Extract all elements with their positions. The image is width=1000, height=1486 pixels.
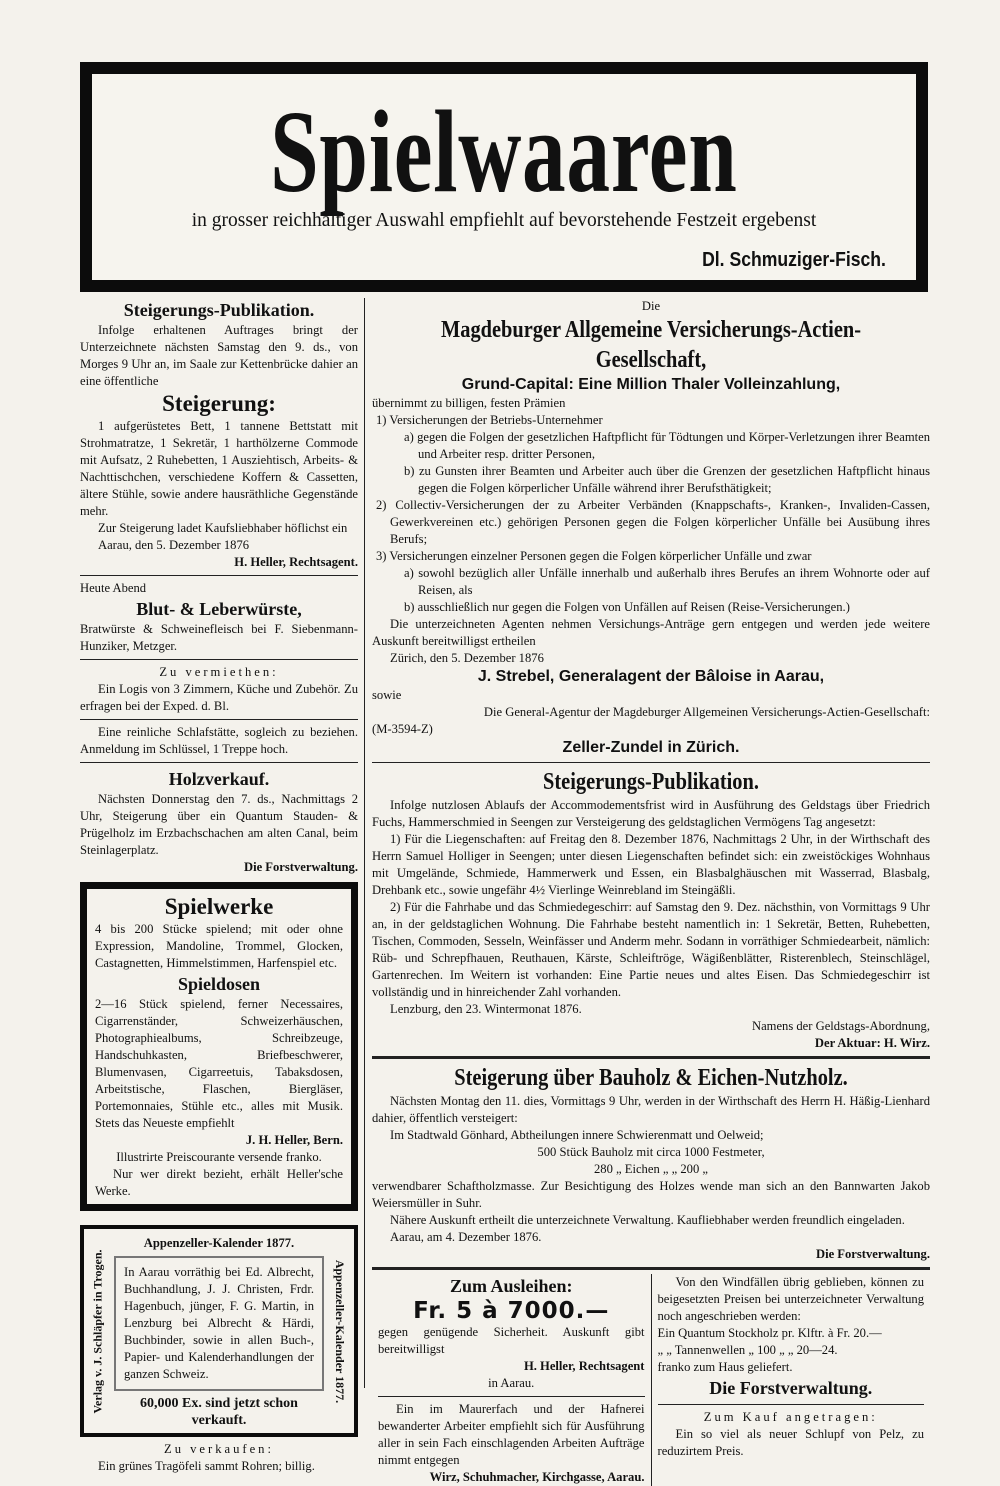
spielwaaren-banner-ad <box>80 62 928 292</box>
text-line: Von den Windfällen übrig geblieben, können zu beigesetzten Preisen bei unterzeichneter Verwaltung noch angeschrieben werden: <box>657 1275 924 1323</box>
divider <box>372 1267 930 1270</box>
text-line: H. Heller, Rechtsagent. <box>234 555 358 569</box>
text-line: J. Strebel, Generalagent der Bâloise in Aarau, <box>477 668 825 685</box>
banner-signature: Dl. Schmuziger-Fisch. <box>702 249 886 271</box>
text-line: franko zum Haus geliefert. <box>657 1360 793 1374</box>
text-line: „ „ Tannenwellen „ 100 „ „ 20—24. <box>657 1343 838 1357</box>
bottom-subcolumns <box>372 1274 930 1486</box>
text-line: Ein so viel als neuer Schlupf von Pelz, zu reduzirtem Preis. <box>657 1427 924 1458</box>
text-line: Die unterzeichneten Agenten nehmen Versichungs-Anträge gern entgegen und werden jede weitere Auskunft bereitwilligst ertheilen <box>372 617 930 648</box>
text-line: Zu verkaufen: <box>164 1442 274 1456</box>
text-line: Zum Kauf angetragen: <box>703 1410 878 1424</box>
ad-wurst <box>80 580 358 655</box>
text-line: 3) Versicherungen einzelner Personen gegen die Folgen körperlicher Unfälle und zwar <box>376 549 812 563</box>
heading-line: Zum Ausleihen: <box>449 1276 573 1296</box>
text-line: verwendbarer Schaftholzmasse. Zur Besichtigung des Holzes wende man sich an den Bannwarten Jakob Weiersmüller in Suhr. <box>372 1179 930 1210</box>
text-line: Bratwürste & Schweinefleisch bei F. Siebenmann-Hunziker, Metzger. <box>80 622 358 653</box>
heading-line: Spieldosen <box>177 974 261 994</box>
text-line: J. H. Heller, Bern. <box>245 1133 343 1147</box>
text-line: Die <box>641 299 661 313</box>
kalender-header: Appenzeller-Kalender 1877. <box>143 1236 295 1250</box>
text-line: Aarau, den 5. Dezember 1876 <box>98 538 250 552</box>
ad-schlupf <box>658 1409 925 1460</box>
text-line: Illustrirte Preiscourante versende franko. <box>116 1150 322 1164</box>
ad-steigerung-publikation <box>80 298 358 571</box>
text-line: in Aarau. <box>488 1376 535 1390</box>
kalender-side-right: Appenzeller-Kalender 1877. <box>333 1259 348 1403</box>
text-line: b) zu Gunsten ihrer Beamten und Arbeiter auch über die Grenzen der gesetzlichen Haftpflicht hinaus gegen die Folgen körperlicher Unfälle während ihrer Berufsthätigkeit; <box>404 464 930 495</box>
heading-line: Steigerungs-Publikation. <box>123 300 315 320</box>
text-line: Nächsten Montag den 11. dies, Vormittags 9 Uhr, werden in der Wirthschaft des Herrn H. Häßig-Lienhard dahier, öffentlich versteigert: <box>372 1094 930 1125</box>
text-line: (M-3594-Z) <box>372 722 433 736</box>
text-line: 2—16 Stück spielend, ferner Necessaires, Cigarrenständer, Schweizerhäuschen, Photographiealbums, Schreibzeuge, Handschuhkasten, Briefbeschwerer, Blumenvasen, Cigarreetuis, Tabaksdosen, Arbeitstische, Flaschen, Biergläser, Portemonnaies, Stühle etc., alles mit Musik. Stets das Neueste empfiehlt <box>95 997 343 1130</box>
heading-line: Steigerungs-Publikation. <box>543 769 759 795</box>
ad-bauholz <box>372 1063 930 1263</box>
text-line: Zeller-Zundel in Zürich. <box>562 739 740 756</box>
ad-ausleihen <box>378 1274 645 1392</box>
text-line: Aarau, am 4. Dezember 1876. <box>390 1230 542 1244</box>
text-line: a) gegen die Folgen der gesetzlichen Haftpflicht für Tödtungen und Körper-Verletzungen ihrer Beamten und Arbeiter resp. dritter Personen, <box>404 430 930 461</box>
divider <box>378 1396 645 1397</box>
text-line: 2) Für die Fahrhabe und das Schmiedegeschirr: auf Samstag den 9. Dez. nächsthin, von Vormittags 9 Uhr an, in der geldstaglichen Wohnung. Die Fahrhabe besteht namentlich in: 1 Sekretär, Betten, Ruhebetten, Tischen, Commoden, Sesseln, Weinfässer und Anderm mehr. Sodann in vorräthiger Schmiedearbeit, nämlich: Rüb- und Schrepfhauen, Reuthauen, Kärste, Schleiftröge, Wägißenblätter, Risterenblech, Steinschlägel, Gartenrechen. Im Weitern ist vorhanden: Eine Partie neues und altes Eisen. Das Schmiedegeschirr ist vollständig und in hinreichender Zahl vorhanden. <box>372 900 930 999</box>
ad-spielwerke <box>80 882 358 1211</box>
text-line: übernimmt zu billigen, festen Prämien <box>372 396 566 410</box>
ad-zu-verkaufen <box>80 1441 358 1475</box>
divider <box>80 719 358 720</box>
divider <box>372 1056 930 1059</box>
kalender-side-left: Verlag v. J. Schläpfer in Trogen. <box>90 1248 105 1414</box>
divider <box>372 762 930 763</box>
column-divider <box>364 298 365 1388</box>
text-line: Zu vermiethen: <box>159 665 279 679</box>
heading-line: Spielwerke <box>164 894 274 919</box>
text-line: Fr. 5 à 7000.— <box>413 1298 610 1324</box>
text-line: Nähere Auskunft ertheilt die unterzeichnete Verwaltung. Kaufliebhaber werden freundlich eingeladen. <box>390 1213 905 1227</box>
ad-logis <box>80 664 358 715</box>
text-line: Lenzburg, den 23. Wintermonat 1876. <box>390 1002 582 1016</box>
ad-steigerung-fuchs <box>372 767 930 1052</box>
text-line: sowie <box>372 688 402 702</box>
text-line: a) sowohl bezüglich aller Unfälle innerhalb und außerhalb ihres Berufes an ihrem Wohnorte oder auf Reisen, als <box>404 566 930 597</box>
text-line: 500 Stück Bauholz mit circa 1000 Festmeter, <box>537 1145 765 1159</box>
ad-appenzeller-kalender <box>80 1225 358 1437</box>
text-line: 2) Collectiv-Versicherungen der zu Arbeiter Verbänden (Knappschafts-, Kranken-, Invaliden-Cassen, Gewerkvereinen etc.) gehörigen Personen gegen die Folgen körperlicher Unfälle bei Ausübung ihres Berufs; <box>376 498 930 546</box>
heading-line: Die Forstverwaltung. <box>709 1378 873 1398</box>
text-line: Grund-Capital: Eine Million Thaler Volleinzahlung, <box>461 376 841 393</box>
divider <box>80 575 358 576</box>
ad-schlafstaette <box>80 724 358 758</box>
text-line: b) ausschließlich nur gegen die Folgen von Unfällen auf Reisen (Reise-Versicherungen.) <box>404 600 850 614</box>
text-line: Nur wer direkt bezieht, erhält Heller'sche Werke. <box>95 1167 343 1198</box>
divider <box>80 762 358 763</box>
right-column <box>372 298 930 1486</box>
text-line: Die Forstverwaltung. <box>815 1247 930 1261</box>
kalender-footer: 60,000 Ex. sind jetzt schon verkauft. <box>140 1396 298 1428</box>
text-line: Ein im Maurerfach und der Hafnerei bewanderter Arbeiter empfiehlt sich für Ausführung aller in sein Fach einschlagenden Arbeiten Aufträge nimmt entgegen <box>378 1402 645 1467</box>
text-line: Nächsten Donnerstag den 7. ds., Nachmittags 2 Uhr, Steigerung über ein Quantum Stauden- & Prügelholz im Erzbachschachen am alten Canal, beim Steinlagerplatz. <box>80 792 358 857</box>
heading-line: Blut- & Leberwürste, <box>136 599 302 619</box>
banner-subtitle: in grosser reichhaltiger Auswahl empfiehlt auf bevorstehende Festzeit ergebenst <box>191 210 817 231</box>
kalender-body: In Aarau vorräthig bei Ed. Albrecht, Buchhandlung, J. J. Christen, Frdr. Hagenbuch, jünger, F. G. Martin, in Lenzburg bei Albrecht & Härdi, Buchbinder, sowie in allen Buch-, Papier- und Kalenderhandlungen der ganzen Schweiz. <box>114 1256 324 1391</box>
heading-line: Steigerung: <box>162 391 276 416</box>
text-line: Im Stadtwald Gönhard, Abtheilungen innere Schwierenmatt und Oelweid; <box>390 1128 764 1142</box>
text-line: Infolge erhaltenen Auftrages bringt der Unterzeichnete nächsten Samstag den 9. ds., von Morges 9 Uhr an, im Saale zur Kettenbrücke dahier an eine öffentliche <box>80 323 358 388</box>
ad-magdeburger-versicherung <box>372 298 930 758</box>
text-line: H. Heller, Rechtsagent <box>523 1359 645 1373</box>
text-line: Der Aktuar: H. Wirz. <box>814 1036 930 1050</box>
text-line: Ein grünes Tragöfeli sammt Rohren; billig. <box>98 1459 315 1473</box>
banner-title: Spielwaaren <box>270 86 738 217</box>
divider <box>80 659 358 660</box>
ad-holzverkauf <box>80 767 358 876</box>
text-line: Die Forstverwaltung. <box>243 860 358 874</box>
text-line: Ein Quantum Stockholz pr. Klftr. à Fr. 20.— <box>657 1326 882 1340</box>
text-line: Die General-Agentur der Magdeburger Allgemeinen Versicherungs-Actien-Gesellschaft: <box>483 705 930 719</box>
text-line: Ein Logis von 3 Zimmern, Küche und Zubehör. Zu erfragen bei der Exped. d. Bl. <box>80 682 358 713</box>
text-line: Eine reinliche Schlafstätte, sogleich zu beziehen. Anmeldung im Schlüssel, 1 Treppe hoch. <box>80 725 358 756</box>
left-column <box>80 298 358 1475</box>
text-line: Heute Abend <box>80 581 147 595</box>
heading-line: Holzverkauf. <box>168 769 270 789</box>
text-line: Zürich, den 5. Dezember 1876 <box>390 651 544 665</box>
text-line: 4 bis 200 Stücke spielend; mit oder ohne Expression, Mandoline, Trommel, Glocken, Castagnetten, Himmelstimmen, Harfenspiel etc. <box>95 922 343 970</box>
text-line: Wirz, Schuhmacher, Kirchgasse, Aarau. <box>429 1470 645 1484</box>
text-line: Namens der Geldstags-Abordnung, <box>751 1019 930 1033</box>
text-line: Zur Steigerung ladet Kaufsliebhaber höflichst ein <box>98 521 348 535</box>
text-line: 1) Versicherungen der Betriebs-Unternehmer <box>376 413 603 427</box>
text-line: gegen genügende Sicherheit. Auskunft gibt bereitwilligst <box>378 1325 645 1356</box>
ad-arbeiter <box>378 1401 645 1486</box>
text-line: 280 „ Eichen „ „ 200 „ <box>594 1162 708 1176</box>
text-line: Infolge nutzlosen Ablaufs der Accommodementsfrist wird in Ausführung des Geldstags über Friedrich Fuchs, Hammerschmied in Seengen zur Versteigerung des geldstaglichen Vermögens Tag angesetzt: <box>372 798 930 829</box>
text-line: 1) Für die Liegenschaften: auf Freitag den 8. Dezember 1876, Nachmittags 2 Uhr, in der Wirthschaft des Herrn Samuel Holliger in Seengen; unter diesen Liegenschaften befindet sich: ein zweistöckiges Wohnhaus mit Umgelände, Schmiede, Hammerwerk und Essen, ein Blasbalghäuschen mit Wasserrad, Blasbalg, Drehbank etc., sowie ungefähr 4½ Vierlinge Weinrebland im Steingäßli. <box>372 832 930 897</box>
divider <box>658 1404 925 1405</box>
ad-windfaelle <box>658 1274 925 1400</box>
heading-line: Magdeburger Allgemeine Versicherungs-Actien-Gesellschaft, <box>440 317 862 373</box>
heading-line: Steigerung über Bauholz & Eichen-Nutzholz. <box>454 1065 848 1091</box>
text-line: 1 aufgerüstetes Bett, 1 tannene Bettstatt mit Strohmatratze, 1 Sekretär, 1 harthölzerne Commode mit Aufsatz, 2 Ruhebetten, 1 Ausziehtisch, Arbeits- & Nachttischchen, verschiedene Koffern & Cassetten, ältere Stühle, sowie andere hausräthliche Gegenstände mehr. <box>80 419 358 518</box>
